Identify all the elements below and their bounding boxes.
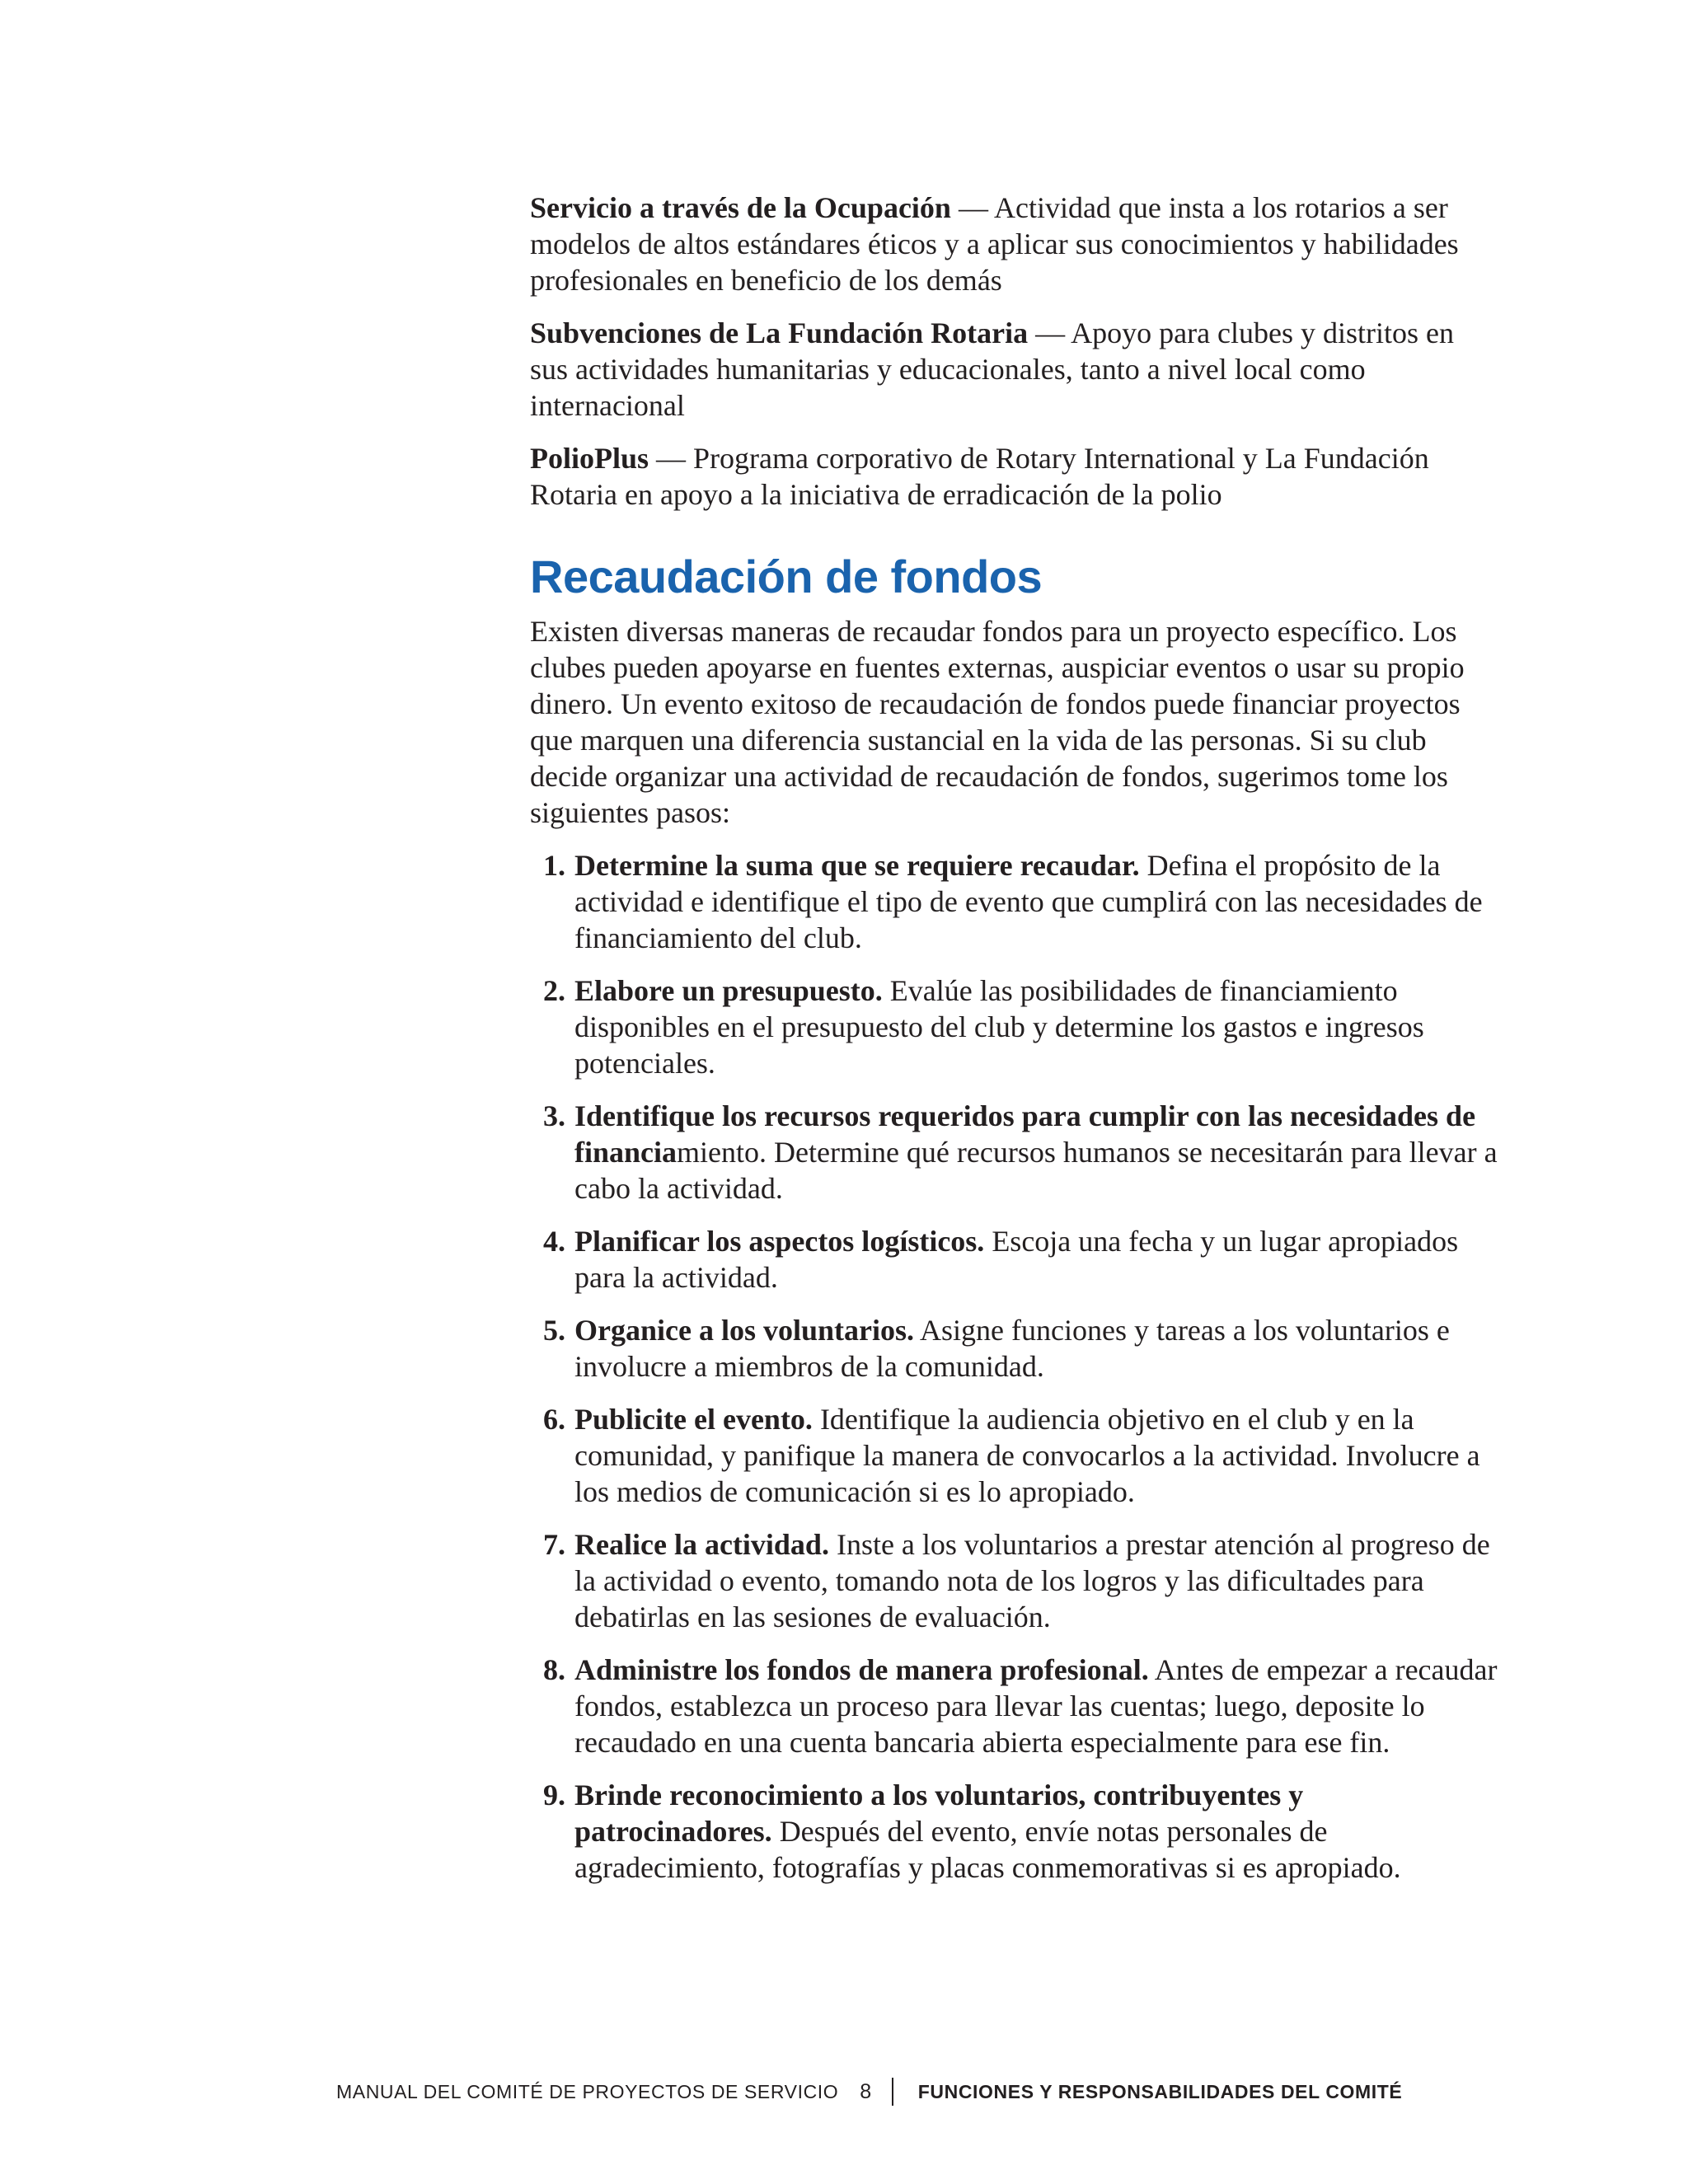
step-title: Elabore un presupuesto. — [574, 974, 883, 1007]
step-text: Antes de empezar a recaudar fondos, establezca un proceso para llevar las cuentas; luego, deposite lo recaudado en una cuenta bancaria abierta especialmente para ese fin. — [574, 1653, 1498, 1759]
step-text: Después del evento, envíe notas personales de agradecimiento, fotografías y placas conmemorativas si es apropiado. — [574, 1815, 1401, 1884]
step-title: Publicite el evento. — [574, 1403, 813, 1436]
list-item — [530, 1098, 1498, 1207]
definition-text: — Apoyo para clubes y distritos en sus actividades humanitarias y educacionales, tanto a nivel local como internacional — [530, 316, 1455, 422]
definition-term: PolioPlus — [530, 442, 649, 475]
step-number: 5. — [543, 1314, 565, 1347]
step-number: 8. — [543, 1653, 565, 1686]
step-text: Escoja una fecha y un lugar apropiados para la actividad. — [574, 1225, 1459, 1294]
step-text: Defina el propósito de la actividad e identifique el tipo de evento que cumplirá con las necesidades de financiamiento del club. — [574, 849, 1483, 954]
list-item — [530, 1526, 1498, 1635]
list-item — [530, 972, 1498, 1081]
list-item — [530, 1652, 1498, 1760]
list-item — [530, 847, 1498, 956]
definition-occupational-service — [530, 190, 1498, 298]
footer-divider — [892, 2078, 893, 2106]
definition-polioplus — [530, 440, 1498, 513]
step-text: Identifique la audiencia objetivo en el club y en la comunidad, y panifique la manera de convocarlos a la actividad. Involucre a los medios de comunicación si es lo apropiado. — [574, 1403, 1480, 1508]
list-item — [530, 1777, 1498, 1886]
definition-foundation-grants — [530, 315, 1498, 424]
step-title: Planificar los aspectos logísticos. — [574, 1225, 985, 1258]
steps-list — [530, 847, 1498, 1886]
step-text: Evalúe las posibilidades de financiamiento disponibles en el presupuesto del club y determine los gastos e ingresos potenciales. — [574, 974, 1424, 1080]
step-number: 9. — [543, 1779, 565, 1811]
step-title: Brinde reconocimiento a los voluntarios, contribuyentes y patrocinadores. — [574, 1779, 1304, 1848]
footer-chapter-title: FUNCIONES Y RESPONSABILIDADES DEL COMITÉ — [917, 2080, 1403, 2102]
list-item — [530, 1312, 1498, 1385]
list-item — [530, 1223, 1498, 1296]
step-number: 7. — [543, 1528, 565, 1561]
step-title: Realice la actividad. — [574, 1528, 829, 1561]
definition-text: — Programa corporativo de Rotary International y La Fundación Rotaria en apoyo a la iniciativa de erradicación de la polio — [530, 442, 1429, 511]
step-text: Asigne funciones y tareas a los voluntarios e involucre a miembros de la comunidad. — [574, 1314, 1450, 1383]
step-text: Inste a los voluntarios a prestar atención al progreso de la actividad o evento, tomando nota de los logros y las dificultades para debatirlas en las sesiones de evaluación. — [574, 1528, 1490, 1633]
step-text: miento. Determine qué recursos humanos se necesitarán para llevar a cabo la actividad. — [574, 1136, 1498, 1205]
step-number: 2. — [543, 974, 565, 1007]
step-title: Organice a los voluntarios. — [574, 1314, 914, 1347]
page-content — [530, 190, 1498, 1902]
step-number: 6. — [543, 1403, 565, 1436]
step-number: 1. — [543, 849, 565, 882]
section-title: Recaudación de fondos — [530, 551, 1043, 602]
list-item — [530, 1401, 1498, 1510]
page-footer — [336, 2075, 1402, 2108]
definition-text: — Actividad que insta a los rotarios a ser modelos de altos estándares éticos y a aplicar sus conocimientos y habilidades profesionales en beneficio de los demás — [530, 191, 1459, 297]
step-number: 3. — [543, 1099, 565, 1132]
footer-page-number: 8 — [860, 2079, 872, 2103]
step-number: 4. — [543, 1225, 565, 1258]
step-title: Identifique los recursos requeridos para cumplir con las necesidades de financia — [574, 1099, 1476, 1169]
definition-term: Servicio a través de la Ocupación — [530, 191, 951, 224]
section-intro: Existen diversas maneras de recaudar fondos para un proyecto específico. Los clubes pueden apoyarse en fuentes externas, auspiciar eventos o usar su propio dinero. Un evento exitoso de recaudación de fondos puede financiar proyectos que marquen una diferencia sustancial en la vida de las personas. Si su club decide organizar una actividad de recaudación de fondos, sugerimos tome los siguientes pasos: — [530, 615, 1465, 829]
step-title: Administre los fondos de manera profesional. — [574, 1653, 1149, 1686]
footer-manual-title: MANUAL DEL COMITÉ DE PROYECTOS DE SERVICIO — [336, 2080, 839, 2102]
step-title: Determine la suma que se requiere recaudar. — [574, 849, 1140, 882]
definition-term: Subvenciones de La Fundación Rotaria — [530, 316, 1029, 349]
